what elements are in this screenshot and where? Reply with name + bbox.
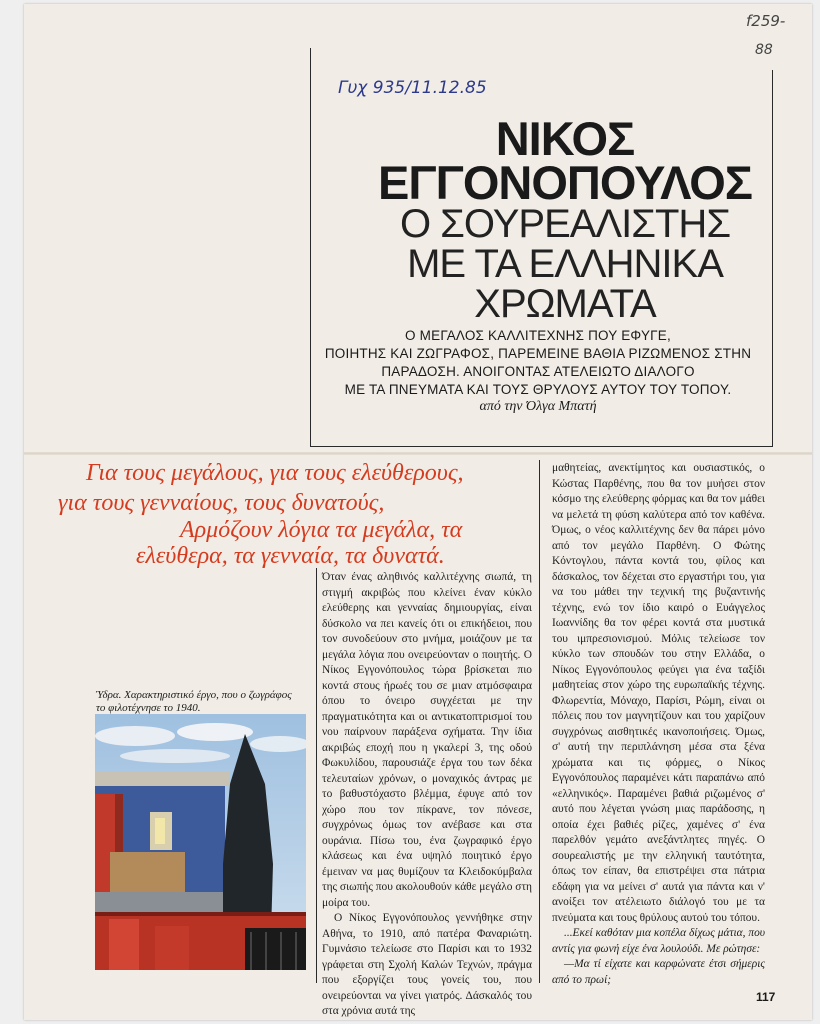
painting-illustration xyxy=(95,714,306,970)
column-divider-middle xyxy=(316,568,317,983)
caption-line: Ύδρα. Χαρακτηριστικό έργο, που ο ζωγράφος xyxy=(96,689,292,701)
handwritten-number: 88 xyxy=(755,42,773,58)
poem-excerpt: —Μα τί είχατε και καρφώνατε έτσι σήμερις από το πρωί; xyxy=(552,958,765,986)
painting-image xyxy=(95,714,306,970)
body-paragraph: μαθητείας, ανεκτίμητος και ουσιαστικός, ο Κώστας Παρθένης, που θα τον μυήσει στον κόσμο της ελεύθερης φόρμας και θα τον μάθει να μελετά τη φύση καλύτερα από τον καθένα. Όμως, ο νέος καλλιτέχνης δεν θα πάρει μόνο από τον μεγάλο Παρθένη. Ο Φώτης Κόντογλου, πάντα κοντά του, φίλος και δάσκαλος, τον δέχεται στο εργαστήρι του, για να του μάθει την τεχνική της βυζαντινής τέχνης, ενώ τον ίδιο καιρό ο Ευάγγελος Ιωαννίδης θα τον φέρει κοντά στα μυστικά του ιμπρεσιονισμού. Μόλις τελείωσε τον κύκλο των σπουδών του στην Ελλάδα, ο Νίκος Εγγονόπουλος φεύγει για ένα ταξίδι μαθητείας στον χώρο της ευρωπαϊκής τέχνης. Φλωρεντία, Μόναχο, Παρίσι, Ρώμη, είναι οι πόλεις που τον μαγνητίζουν και του χαρίζουν συγχρόνως αισθητικές ικανοποιήσεις. Όμως, σ' αυτή την περιπλάνηση μέσα στα ξένα χρώματα και τις φόρμες, ο Νίκος Εγγονόπουλος παραμένει κάτι παραπάνω από «ελληνικός». Παραμένει βαθιά ριζωμένος σ' αυτό που λέγεται γνώση μιας παράδοσης, η οποία έχει βαθιές ρίζες, χαμένες σ' ένα παρελθόν γεμάτο ανεξάντλητες πηγές. Ο σουρεαλιστής με την ελληνική ταυτότητα, όπως τον είπαν, θα επιστρέψει στα πάτρια εδάφη για να μείνει σ' αυτά για πάντα και ν' ανοίξει τον ατέλειωτο διάλογό του με τα πνεύματα και τους θρύλους αυτού του τόπου. xyxy=(552,462,765,924)
quote-line4: ελεύθερα, τα γενναία, τα δυνατά. xyxy=(136,543,445,569)
body-paragraph: Όταν ένας αληθινός καλλιτέχνης σιωπά, τη στιγμή ακριβώς που κλείνει έναν κύκλο ελεύθερης και γενναίας δημιουργίας, είναι δύσκολο να πει κανείς ότι οι επικήδειοι, που τον συνοδεύουν στο μνήμα, μοιάζουν με τα μεγάλα λόγια που ονειρεύονταν ο ποιητής. Ο Νίκος Εγγονόπουλος τώρα βρίσκεται πιο κοντά στους ήρωές του σε μιαν ατμόσφαιρα όπου το όνειρο συγχέεται με την πραγματικότητα και οι αντικατοπτρισμοί του νου παίρνουν παράξενα σχήματα. Την ίδια ακριβώς εποχή που η γκαλερί 3, της οδού Φωκυλίδου, παρουσιάζε έργα του των δέκα τελευταίων χρόνων, ο μοναχικός άντρας με το βαθυστόχαστο βλέμμα, έφυγε από τον χώρο που τον πίκρανε, τον πόνεσε, συγχρόνως όμως τον ανέβασε και στα ουράνια. Πίσω του, ένα ζωγραφικό έργο κλάσεως και ένα υψηλό ποιητικό έργο έμειναν να μας θυμίζουν τα Κλειδοκύμβαλα της σιωπής που ακολουθούν κάθε μεγάλο στη μοίρα του. xyxy=(322,571,532,909)
article-title-line1: ΝΙΚΟΣ xyxy=(495,112,635,165)
intro-line: ΠΟΙΗΤΗΣ ΚΑΙ ΖΩΓΡΑΦΟΣ, ΠΑΡΕΜΕΙΝΕ ΒΑΘΙΑ ΡΙΖΩΜΕΝΟΣ ΣΤΗΝ xyxy=(324,346,752,361)
article-title-line2: ΕΓΓΟΝΟΠΟΥΛΟΣ xyxy=(377,156,753,209)
handwritten-stamp: Γυχ 935/11.12.85 xyxy=(338,78,487,98)
article-subtitle-line2: ΜΕ ΤΑ ΕΛΛΗΝΙΚΑ xyxy=(407,242,723,286)
page-fold xyxy=(24,452,812,455)
article-subtitle-line1: Ο ΣΟΥΡΕΑΛΙΣΤΗΣ xyxy=(399,202,731,246)
intro-line: ΜΕ ΤΑ ΠΝΕΥΜΑΤΑ ΚΑΙ ΤΟΥΣ ΘΡΥΛΟΥΣ ΑΥΤΟΥ ΤΟΥ ΤΟΠΟΥ. xyxy=(344,382,732,397)
body-column-right xyxy=(552,461,765,988)
title-frame-left-rule xyxy=(310,48,311,446)
quote-line3: Αρμόζουν λόγια τα μεγάλα, τα xyxy=(180,517,463,543)
column-divider-right xyxy=(539,460,540,983)
image-caption xyxy=(96,689,306,715)
body-column-middle xyxy=(322,570,532,1020)
handwritten-reference: f259- xyxy=(746,12,786,30)
poem-excerpt: ...Εκεί καθόταν μια κοπέλα δίχως μάτια, που αντίς για φωνή είχε ένα λουλούδι. Με ρώτησε: xyxy=(552,927,765,955)
author-byline: από την Όλγα Μπατή xyxy=(479,399,597,414)
page-number: 117 xyxy=(756,990,776,1004)
quote-line1: Για τους μεγάλους, για τους ελεύθερους, xyxy=(86,460,464,486)
intro-line: ΠΑΡΑΔΟΣΗ. ΑΝΟΙΓΟΝΤΑΣ ΑΤΕΛΕΙΩΤΟ ΔΙΑΛΟΓΟ xyxy=(381,364,695,379)
caption-line: το φιλοτέχνησε το 1940. xyxy=(96,702,201,714)
intro-line: Ο ΜΕΓΑΛΟΣ ΚΑΛΛΙΤΕΧΝΗΣ ΠΟΥ ΕΦΥΓΕ, xyxy=(405,328,671,343)
quote-line2: για τους γενναίους, τους δυνατούς, xyxy=(58,490,385,516)
body-paragraph: Ο Νίκος Εγγονόπουλος γεννήθηκε στην Αθήνα, το 1910, από πατέρα Φαναριώτη. Γυμνάσιο τελείωσε στο Παρίσι και το 1932 γράφεται στη Σχολή Καλών Τεχνών, πράγμα που εξοργίζει τους γονείς του, που ονειρεύονται να γίνει γιατρός. Δάσκαλός του στα χρόνια αυτά της xyxy=(322,912,532,1017)
article-intro xyxy=(318,327,758,399)
article-subtitle-line3: ΧΡΩΜΑΤΑ xyxy=(474,282,656,326)
title-frame-bottom-rule xyxy=(310,446,773,447)
